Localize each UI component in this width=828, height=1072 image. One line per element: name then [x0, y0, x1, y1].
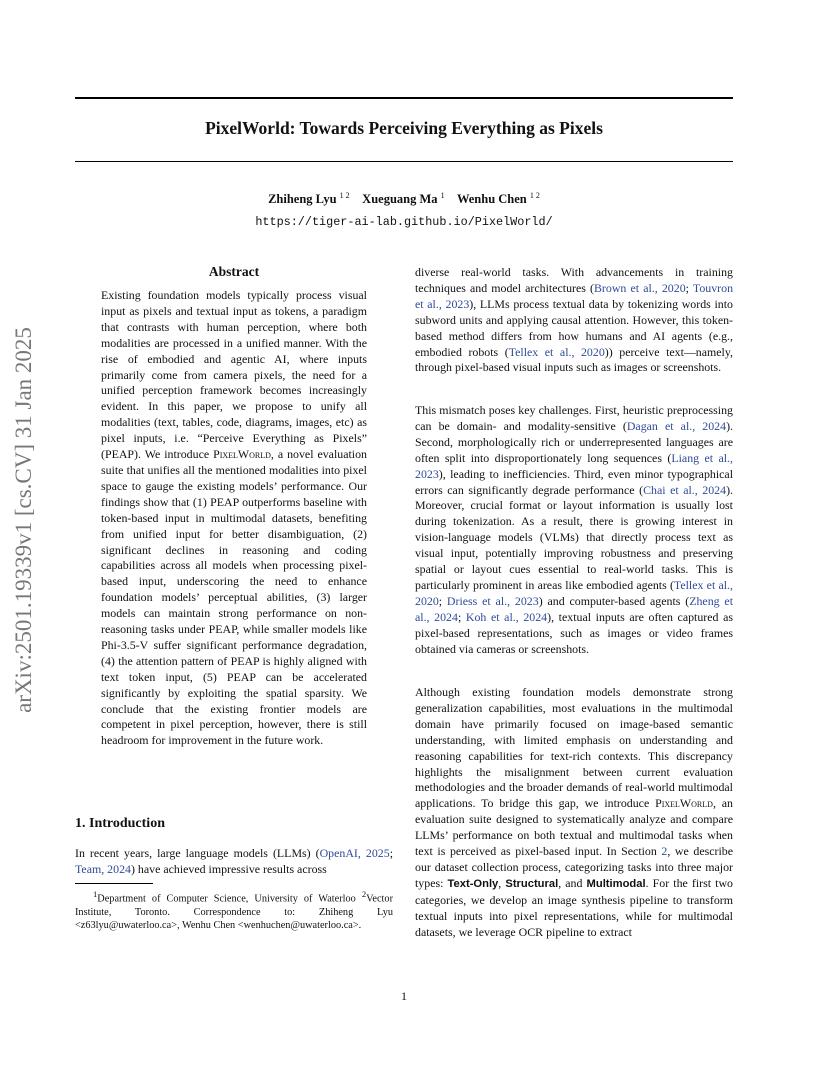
citation-link[interactable]: Chai et al., 2024: [643, 482, 727, 497]
body-text: ;: [389, 846, 393, 860]
project-url[interactable]: https://tiger-ai-lab.github.io/PixelWorld/: [255, 215, 553, 229]
body-text: . For the first two categories, we develop an image synthesis pipeline to transform textual inputs into pixel representations, while for multimodal datasets, we leverage OCR pipeline to extract: [415, 875, 733, 939]
body-text: ), textual inputs are often captured as pixel-based representations, such as images or video frames obtained via cameras or screenshots.: [415, 609, 734, 656]
affiliation-footnote: [75, 888, 393, 932]
citation-link[interactable]: Dagan et al., 2024: [626, 418, 727, 433]
task-type-multimodal: Multimodal: [586, 877, 646, 890]
section-heading-introduction: 1. Introduction: [75, 816, 165, 831]
intro-paragraph: [415, 265, 733, 376]
footnote-text: Department of Computer Science, University of Waterloo: [97, 893, 362, 905]
body-text: diverse real-world tasks. With advancements in training techniques and model architectures (: [415, 265, 733, 295]
author-name: Zhiheng Lyu: [268, 192, 337, 207]
body-text: , we describe our dataset collection process, categorizing tasks into three major types:: [415, 844, 733, 890]
citation-link[interactable]: Tellex et al., 2020: [508, 344, 605, 359]
abstract-text: Existing foundation models typically process visual input as pixels and textual input as tokens, a paradigm that contrasts with human perception, where both modalities are processed in a unified manner. With the rise of embodied and agentic AI, where inputs primarily come from camera pixels, the need for a unified perception framework becomes increasingly evident. In this paper, we propose to unify all modalities (text, tables, code, diagrams, images, etc) as pixel inputs, i.e. “Perceive Everything as Pixels” (PEAP). We introduce: [101, 288, 367, 462]
intro-paragraph: [415, 403, 733, 658]
body-text: ;: [438, 593, 447, 608]
title-rule-top: [75, 97, 733, 99]
abstract-heading: Abstract: [208, 264, 260, 279]
body-text: ;: [457, 609, 466, 624]
body-text: ). Moreover, crucial format or layout information is usually lost during tokenization. As a result, there is growing interest in vision-language models (VLMs) that directly process text as visual input, potentially improving robustness and preserving spatial or layout cues essential to real-world tasks. This is particularly prominent in areas like embodied agents (: [415, 482, 734, 592]
citation-link[interactable]: Tellex et al., 2020: [415, 577, 734, 608]
author-name: Xueguang Ma: [362, 192, 438, 207]
suite-name: PixelWorld: [655, 796, 713, 811]
intro-paragraph: [75, 846, 393, 878]
suite-name: PixelWorld: [213, 447, 271, 462]
citation-link[interactable]: Liang et al., 2023: [415, 450, 733, 481]
task-type-structural: Structural: [505, 877, 559, 890]
footnote-marker: 1: [93, 889, 98, 899]
body-text: , and: [558, 875, 587, 890]
paper-title: PixelWorld: Towards Perceiving Everything as Pixels: [205, 118, 603, 138]
abstract-body: [101, 288, 367, 749]
task-type-text-only: Text-Only: [447, 877, 499, 890]
citation-link[interactable]: Driess et al., 2023: [446, 593, 539, 608]
body-text: In recent years, large language models (LLMs) (: [75, 846, 320, 860]
citation-link[interactable]: Koh et al., 2024: [465, 609, 548, 624]
page-number: 1: [401, 989, 407, 1003]
arxiv-identifier: arXiv:2501.19339v1 [cs.CV] 31 Jan 2025: [11, 327, 36, 713]
abstract-text: , a novel evaluation suite that unifies all the mentioned modalities into pixel space to gauge the existing models’ performance. Our findings show that (1) PEAP outperforms baseline with token-based input in multimodal datasets, benefiting from unified input for better disambiguation, (2) significant declines in reasoning and coding capabilities across all models when processing pixel-based input, underscoring the need to enhance foundation models’ perceptual abilities, (3) larger models can maintain strong performance on non-reasoning tasks under PEAP, while smaller models like Phi-3.5-V suffer significant performance degradation, (4) the attention pattern of PEAP is highly aligned with text token input, (5) PEAP can be accelerated significantly by exploiting the spatial sparsity. We conclude that the existing frontier models are competent in pixel perception, however, there is still headroom for improvement in the future work.: [101, 447, 367, 748]
citation-link[interactable]: Zheng et al., 2024: [415, 593, 733, 624]
body-text: )) perceive text—namely, through pixel-based visual inputs such as images or screenshots.: [415, 344, 733, 375]
section-ref-link[interactable]: 2: [661, 844, 668, 859]
citation-link[interactable]: OpenAI, 2025: [319, 846, 390, 860]
body-text: ), leading to inefficiencies. Third, even minor typographical errors can significantly degrade performance (: [415, 466, 733, 497]
intro-paragraph: [415, 685, 733, 941]
body-text: , an evaluation suite designed to systematically analyze and compare LLMs’ performance on both textual and multimodal tasks when text is perceived as pixel-based input. In Section: [415, 796, 733, 859]
body-text: ) have achieved impressive results across: [130, 861, 327, 876]
body-text: This mismatch poses key challenges. First, heuristic preprocessing can be domain- and modality-sensitive (: [415, 403, 733, 433]
author-affiliation: 1: [440, 191, 445, 200]
author-list: [75, 191, 733, 207]
footnote-rule: [75, 883, 153, 884]
body-text: ,: [498, 875, 506, 890]
body-text: ;: [685, 280, 693, 295]
body-text: ), LLMs process textual data by tokenizing words into subword units and applying causal attention. However, this token-based method differs from how humans and AI agents (e.g., embodied robots (: [415, 296, 733, 359]
author-affiliation: 1 2: [529, 191, 540, 200]
footnote-marker: 2: [361, 889, 367, 899]
title-rule-bottom: [75, 161, 733, 162]
citation-link[interactable]: Brown et al., 2020: [593, 280, 686, 295]
author-affiliation: 1 2: [339, 191, 350, 200]
author-name: Wenhu Chen: [456, 192, 527, 207]
citation-link[interactable]: Touvron et al., 2023: [415, 280, 734, 311]
body-text: ). Second, morphologically rich or underrepresented languages are often split into disproportionately long sequences (: [415, 418, 734, 465]
body-text: Although existing foundation models demonstrate strong generalization capabilities, most evaluations in the multimodal domain have primarily focused on image-based semantic understanding, with limited emphasis on understanding and reasoning capabilities for text-rich contexts. This discrepancy highlights the misalignment between current evaluation methodologies and the broader demands of real-world multimodal applications. To bridge this gap, we introduce: [415, 685, 733, 811]
footnote-text: Vector Institute, Toronto. Correspondence to: Zhiheng Lyu <z63lyu@uwaterloo.ca>, Wenhu Chen <wenhuchen@uwaterloo.ca>.: [75, 893, 393, 931]
citation-link[interactable]: Team, 2024: [75, 861, 131, 876]
body-text: ) and computer-based agents (: [538, 593, 690, 608]
